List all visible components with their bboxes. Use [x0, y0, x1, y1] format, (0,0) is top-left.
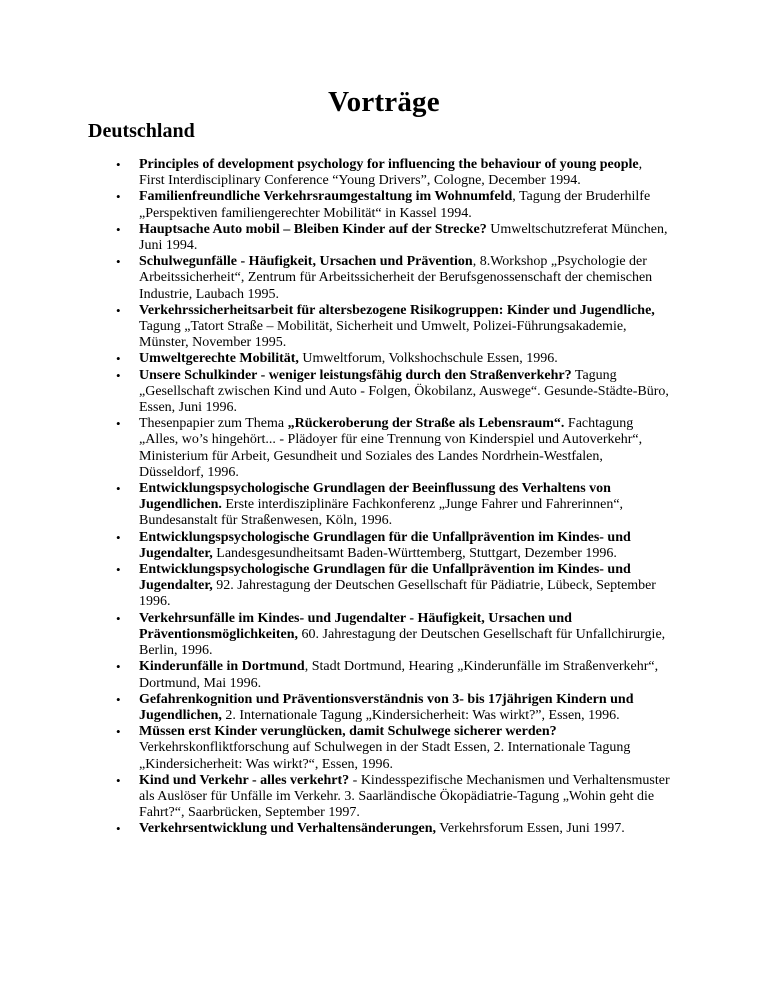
entry-title: Hauptsache Auto mobil – Bleiben Kinder auf der Strecke? [139, 221, 487, 237]
entry-details: - Kindesspezifische Mechanismen und Verhaltensmuster als Auslöser für Unfälle im Verkehr. 3. Saarländische Ökopädiatrie-Tagung „Wohin geht die Fahrt?“, Saarbrücken, September 1997. [139, 772, 670, 821]
entry-title: „Rückeroberung der Straße als Lebensraum“. [287, 416, 565, 432]
list-item [139, 368, 671, 417]
entry-details: 2. Internationale Tagung „Kindersicherheit: Was wirkt?”, Essen, 1996. [221, 707, 620, 723]
entry-details: , First Interdisciplinary Conference “Young Drivers”, Cologne, December 1994. [139, 157, 643, 189]
entry-details: Verkehrsforum Essen, Juni 1997. [436, 821, 625, 837]
entry-title: Principles of development psychology for influencing the behaviour of young people [139, 157, 639, 172]
list-item [139, 303, 671, 352]
list-item [139, 481, 671, 530]
entry-details: Erste interdisziplinäre Fachkonferenz „Junge Fahrer und Fahrerinnen“, Bundesanstalt für Straßenwesen, Köln, 1996. [139, 497, 624, 529]
entry-title: Entwicklungspsychologische Grundlagen der Beeinflussung des Verhaltens von Jugendlichen. [139, 481, 611, 513]
entry-prefix: Thesenpapier zum Thema [139, 416, 288, 432]
entry-details: , Stadt Dortmund, Hearing „Kinderunfälle im Straßenverkehr“, Dortmund, Mai 1996. [139, 659, 659, 691]
list-item [139, 692, 671, 724]
entry-details: Umweltforum, Volkshochschule Essen, 1996. [298, 351, 558, 367]
list-item [139, 562, 671, 611]
entry-title: Entwicklungspsychologische Grundlagen für die Unfallprävention im Kindes- und Jugendalter, [139, 562, 631, 594]
list-item [139, 351, 671, 367]
list-item [139, 611, 671, 660]
list-item [139, 416, 671, 481]
entry-title: Entwicklungspsychologische Grundlagen für die Unfallprävention im Kindes- und Jugendalter, [139, 529, 631, 561]
entry-title: Gefahrenkognition und Präventionsverständnis von 3- bis 17jährigen Kindern und Jugendlichen, [139, 691, 634, 723]
list-item [139, 157, 671, 189]
entry-details: 60. Jahrestagung der Deutschen Gesellschaft für Unfallchirurgie, Berlin, 1996. [139, 626, 666, 659]
entry-details: Verkehrskonfliktforschung auf Schulwegen in der Stadt Essen, 2. Internationale Tagung „Kindersicherheit: Was wirkt?“, Essen, 1996. [139, 740, 631, 772]
entry-title: Umweltgerechte Mobilität, [139, 351, 299, 367]
lecture-list [139, 157, 671, 838]
entry-title: Familienfreundliche Verkehrsraumgestaltung im Wohnumfeld [139, 189, 513, 205]
list-item [139, 724, 671, 773]
section-heading: Deutschland [88, 120, 195, 142]
entry-title: Verkehrsentwicklung und Verhaltensänderungen, [139, 821, 437, 837]
entry-title: Kind und Verkehr - alles verkehrt? [139, 772, 350, 788]
entry-details: 92. Jahrestagung der Deutschen Gesellschaft für Pädiatrie, Lübeck, September 1996. [139, 578, 656, 610]
list-item [139, 821, 671, 837]
list-item [139, 254, 671, 303]
entry-title: Schulwegunfälle - Häufigkeit, Ursachen und Prävention [139, 254, 473, 270]
entry-details: , 8.Workshop „Psychologie der Arbeitssicherheit“, Zentrum für Arbeitssicherheit der Berufsgenossenschaft der chemischen Industrie, Laubach 1995. [139, 254, 653, 302]
entry-details: Tagung „Gesellschaft zwischen Kind und Auto - Folgen, Ökobilanz, Auswege“. Gesunde-Städte-Büro, Essen, Juni 1996. [139, 367, 669, 416]
entry-title: Verkehrssicherheitsarbeit für altersbezogene Risikogruppen: Kinder und Jugendliche, [139, 302, 655, 318]
entry-details: , Tagung der Bruderhilfe „Perspektiven familiengerechter Mobilität“ in Kassel 1994. [139, 189, 651, 221]
page-title: Vorträge [328, 86, 440, 118]
list-item [139, 222, 671, 254]
list-item [139, 773, 671, 822]
list-item [139, 659, 671, 691]
entry-details: Tagung „Tatort Straße – Mobilität, Sicherheit und Umwelt, Polizei-Führungsakademie, Münster, November 1995. [139, 319, 627, 351]
entry-title: Kinderunfälle in Dortmund [139, 659, 305, 675]
entry-details: Fachtagung „Alles, wo’s hingehört... - Plädoyer für eine Trennung von Kinderspiel und Autoverkehr“, Ministerium für Arbeit, Gesundheit und Soziales des Landes Nordrhein-Westfalen, Düsseldorf, 1996. [139, 416, 643, 480]
list-item [139, 189, 671, 221]
entry-title: Unsere Schulkinder - weniger leistungsfähig durch den Straßenverkehr? [139, 367, 572, 383]
entry-details: Landesgesundheitsamt Baden-Württemberg, Stuttgart, Dezember 1996. [212, 545, 617, 561]
entry-title: Müssen erst Kinder verunglücken, damit Schulwege sicherer werden? [139, 724, 557, 740]
list-item [139, 530, 671, 562]
entry-title: Verkehrsunfälle im Kindes- und Jugendalter - Häufigkeit, Ursachen und Präventionsmöglichkeiten, [139, 610, 572, 642]
entry-details: Umweltschutzreferat München, Juni 1994. [139, 221, 668, 254]
